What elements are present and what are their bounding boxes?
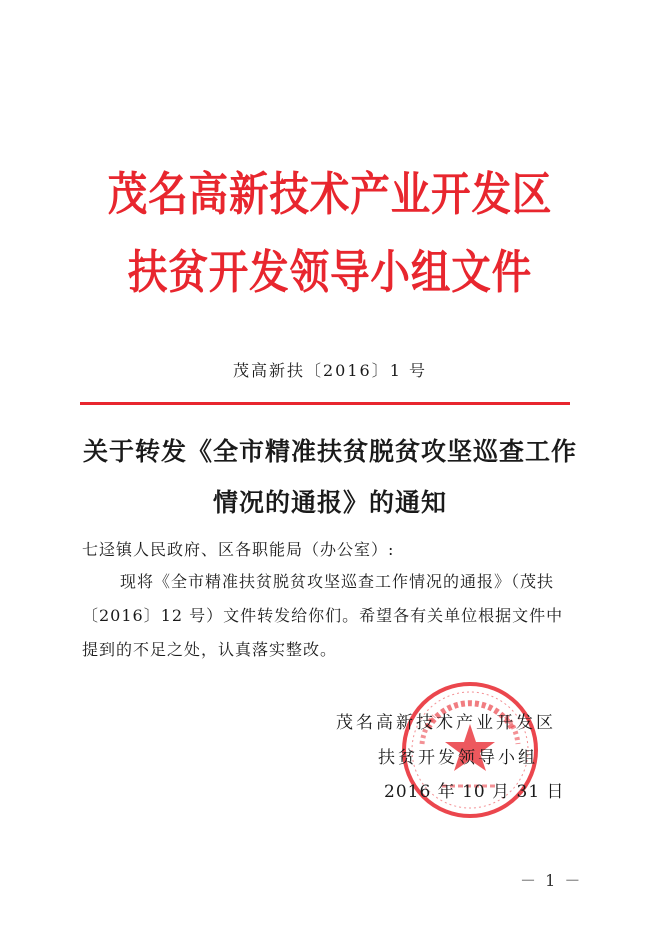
issuer-header-line1: 茂名高新技术产业开发区 [107, 167, 553, 221]
body-paragraph-line2: 〔2016〕12 号）文件转发给你们。希望各有关单位根据文件中 [82, 606, 564, 625]
notice-title-line2: 情况的通报》的通知 [212, 488, 447, 517]
addressee: 七迳镇人民政府、区各职能局（办公室）: [82, 540, 395, 559]
red-divider-line [80, 402, 570, 405]
body-paragraph-line3: 提到的不足之处，认真落实整改。 [82, 640, 338, 659]
notice-title-line1: 关于转发《全市精准扶贫脱贫攻坚巡查工作 [82, 437, 577, 466]
signature-date: 2016 年 10 月 31 日 [384, 782, 565, 802]
signature-organization-line1: 茂名高新技术产业开发区 [336, 713, 556, 733]
body-paragraph-line1: 现将《全市精准扶贫脱贫攻坚巡查工作情况的通报》（茂扶 [120, 572, 555, 591]
signature-organization-line2: 扶贫开发领导小组 [378, 748, 538, 768]
document-number: 茂高新扶〔2016〕1 号 [233, 361, 427, 380]
page-number: － 1 － [520, 871, 583, 890]
issuer-header-line2: 扶贫开发领导小组文件 [127, 245, 533, 299]
